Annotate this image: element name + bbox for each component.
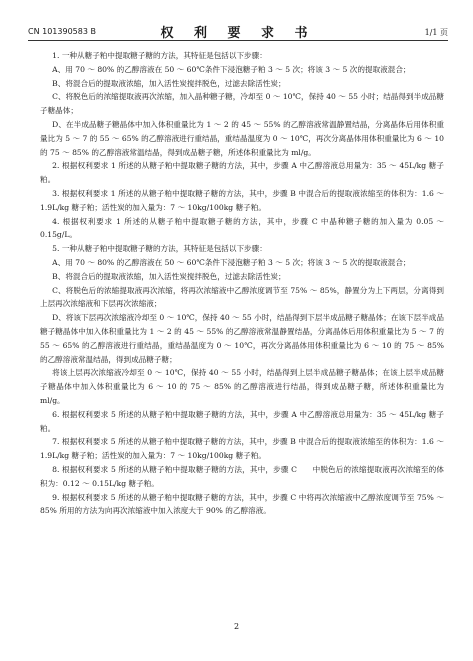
claim-paragraph: 将该上层再次浓缩液冷却至 0 ～ 10℃，保持 40 ～ 55 小时，结晶得到上层半成品糖子糖晶体；在该上层半成品糖子糖晶体中加入体积重量比为 6 ～ 10 的 75 ～ 85% 的乙醇溶液进行结晶，得到成品糖子糖，所述体积重量比为 ml/g。 bbox=[40, 368, 444, 405]
header-divider bbox=[28, 40, 448, 41]
claims-body bbox=[40, 49, 444, 518]
claim-paragraph: C、将脱色后的浓缩提取液再次浓缩，加入晶种糖子糖，冷却至 0 ～ 10℃，保持 40 ～ 55 小时；结晶得到半成品糖子糖晶体； bbox=[40, 92, 444, 116]
claim-paragraph: 6. 根据权利要求 5 所述的从糖子粕中提取糖子糖的方法，其中，步骤 A 中乙醇溶液总用量为：35 ～ 45L/kg 糖子粕。 bbox=[40, 409, 444, 433]
claim-paragraph: C、将脱色后的浓缩提取液再次浓缩，将再次浓缩液中乙醇浓度调节至 75% ～ 85%，静置分为上下两层，分离得到上层再次浓缩液和下层再次浓缩液； bbox=[40, 285, 444, 309]
claim-paragraph: 3. 根据权利要求 1 所述的从糖子粕中提取糖子糖的方法，其中，步骤 B 中混合后的提取液浓缩至的体积为：1.6 ～ 1.9L/kg 糖子粕；活性炭的加入量为：7 ～ 10kg/100kg 糖子粕。 bbox=[40, 188, 444, 212]
claim-paragraph: D、将该下层再次浓缩液冷却至 0 ～ 10℃，保持 40 ～ 55 小时，结晶得到下层半成品糖子糖晶体；在该下层半成品糖子糖晶体中加入体积重量比为 1 ～ 2 的 45 ～ 55% 的乙醇溶液常温静置结晶，分离晶体后用体积重量比为 5 ～ 7 的 55 ～ 65% 的乙醇溶液进行重结晶，重结晶温度为 0 ～ 10℃，再次分离晶体用体积重量比为 6 ～ 10 的 75 ～ 85% 的乙醇溶液常温结晶，得到成品糖子糖； bbox=[40, 313, 444, 364]
claim-paragraph: A、用 70 ～ 80% 的乙醇溶液在 50 ～ 60℃条件下浸泡糖子粕 3 ～ 5 次；将该 3 ～ 5 次的提取液混合； bbox=[52, 64, 411, 74]
claim-paragraph: 4. 根据权利要求 1 所述的从糖子粕中提取糖子糖的方法，其中，步骤 C 中晶种糖子糖的加入量为 0.05 ～ 0.15g/L。 bbox=[40, 216, 444, 240]
claim-paragraph: D、在半成品糖子糖晶体中加入体积重量比为 1 ～ 2 的 45 ～ 55% 的乙醇溶液常温静置结晶，分离晶体后用体积重量比为 5 ～ 7 的 55 ～ 65% 的乙醇溶液进行重结晶，重结晶温度为 0 ～ 10℃，再次分离晶体用体积重量比为 6 ～ 10 的 75 ～ 85% 的乙醇溶液常温结晶，得到成品糖子糖，所述体积重量比为 ml/g。 bbox=[40, 119, 444, 157]
claim-paragraph: 8. 根据权利要求 5 所述的从糖子粕中提取糖子糖的方法，其中，步骤 C 中脱色后的浓缩提取液再次浓缩至的体积为：0.12 ～ 0.15L/kg 糖子粕。 bbox=[40, 464, 444, 488]
claim-paragraph: 9. 根据权利要求 5 所述的从糖子粕中提取糖子糖的方法，其中，步骤 C 中将再次浓缩液中乙醇浓度调节至 75% ～ 85% 所用的方法为向再次浓缩液中加入浓度大于 90% 的乙醇溶液。 bbox=[40, 492, 444, 516]
claim-paragraph: 1. 一种从糖子粕中提取糖子糖的方法，其特征是包括以下步骤： bbox=[52, 51, 267, 60]
claim-paragraph: 2. 根据权利要求 1 所述的从糖子粕中提取糖子糖的方法，其中，步骤 A 中乙醇溶液总用量为：35 ～ 45L/kg 糖子粕。 bbox=[40, 161, 444, 185]
page-header bbox=[28, 22, 448, 41]
claim-paragraph: 7. 根据权利要求 5 所述的从糖子粕中提取糖子糖的方法，其中，步骤 B 中混合后的提取液浓缩至的体积为：1.6 ～ 1.9L/kg 糖子粕；活性炭的加入量为：7 ～ 10kg/100kg 糖子粕。 bbox=[40, 437, 444, 461]
page-number: 2 bbox=[233, 622, 240, 631]
claim-paragraph: 5. 一种从糖子粕中提取糖子糖的方法，其特征是包括以下步骤： bbox=[52, 244, 267, 254]
claim-paragraph: A、用 70 ～ 80% 的乙醇溶液在 50 ～ 60℃条件下浸泡糖子粕 3 ～ 5 次；将该 3 ～ 5 次的提取液混合； bbox=[52, 257, 411, 267]
claim-paragraph: B、将混合后的提取液浓缩，加入活性炭搅拌脱色，过滤去除活性炭； bbox=[52, 78, 286, 88]
page-footer bbox=[0, 622, 473, 631]
claim-paragraph: B、将混合后的提取液浓缩，加入活性炭搅拌脱色，过滤去除活性炭； bbox=[52, 271, 286, 281]
document-title: 权 利 要 求 书 bbox=[160, 26, 316, 41]
page-indicator: 1/1 页 bbox=[424, 28, 448, 37]
patent-number: CN 101390583 B bbox=[28, 27, 96, 36]
